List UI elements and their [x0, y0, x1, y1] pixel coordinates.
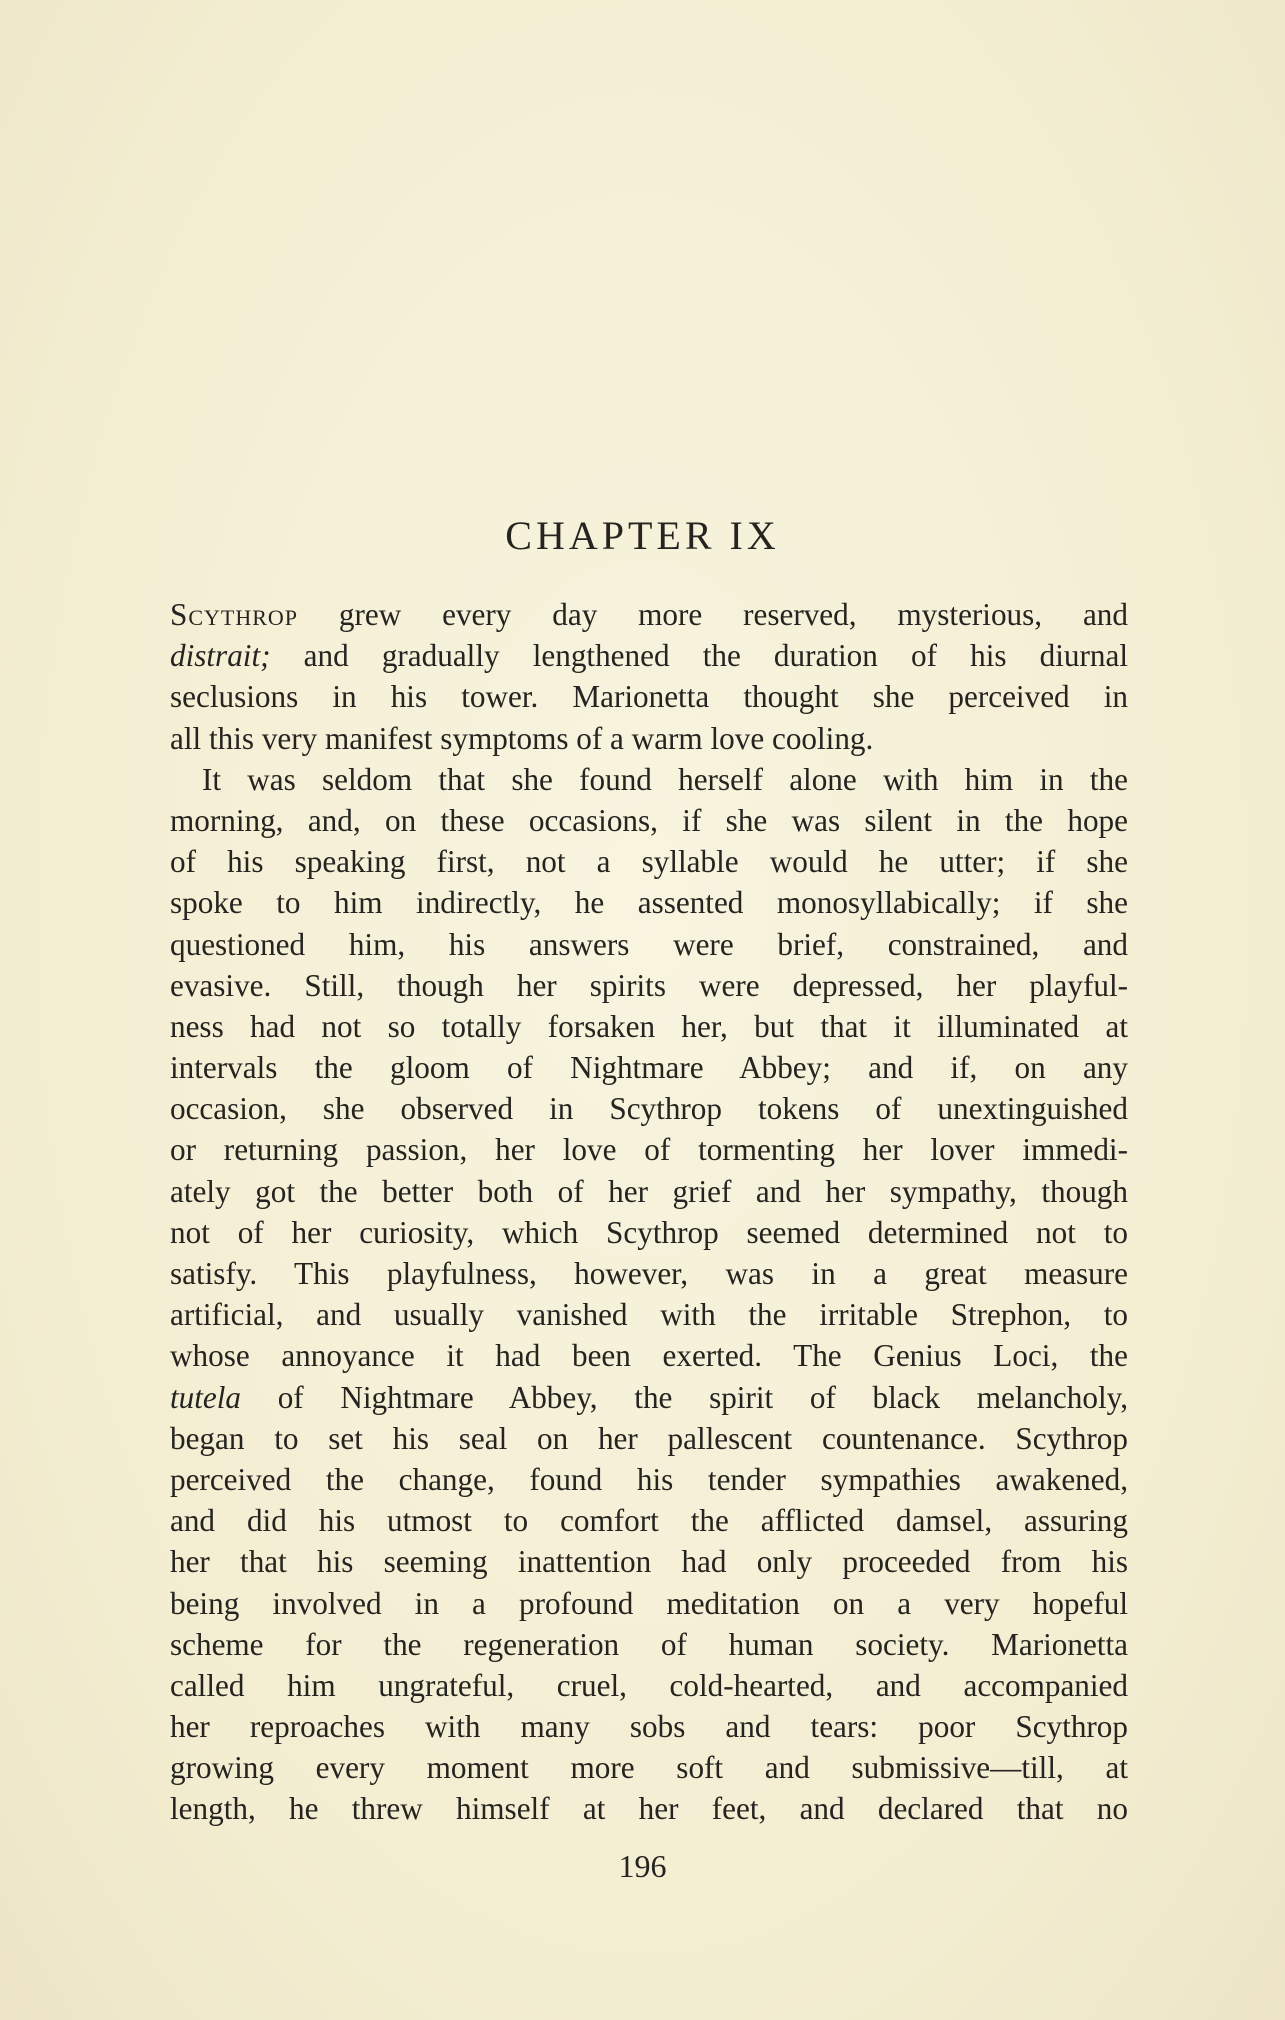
chapter-heading: CHAPTER IX [505, 513, 780, 558]
text-segment: whose annoyance it had been exerted. The Genius Loci, the [170, 1338, 1128, 1374]
text-segment: of Nightmare Abbey, the spirit of black melancholy, [241, 1379, 1128, 1415]
text-segment: evasive. Still, though her spirits were depressed, her playful- [170, 967, 1128, 1003]
text-line [170, 1665, 1128, 1706]
text-line [170, 841, 1128, 882]
text-segment: ness had not so totally forsaken her, but that it illuminated at [170, 1008, 1128, 1044]
text-line [170, 718, 1128, 759]
text-line [170, 1253, 1128, 1294]
text-segment: morning, and, on these occasions, if she was silent in the hope [170, 802, 1128, 838]
text-segment: her reproaches with many sobs and tears: poor Scythrop [170, 1709, 1128, 1745]
text-line [170, 1006, 1128, 1047]
text-segment: ately got the better both of her grief and her sympathy, though [170, 1173, 1128, 1209]
text-segment: artificial, and usually vanished with the irritable Strephon, to [170, 1297, 1128, 1333]
text-line [170, 1788, 1128, 1829]
text-line [170, 1583, 1128, 1624]
text-segment: length, he threw himself at her feet, and declared that no [170, 1791, 1128, 1827]
text-segment: satisfy. This playfulness, however, was in a great measure [170, 1256, 1128, 1291]
text-segment: occasion, she observed in Scythrop tokens of unextinguished [170, 1091, 1128, 1127]
text-line [170, 1212, 1128, 1253]
text-line [170, 1377, 1128, 1418]
italic-text: distrait; [170, 638, 271, 674]
text-segment: or returning passion, her love of tormenting her lover immedi- [170, 1132, 1128, 1168]
text-line [170, 1500, 1128, 1541]
text-segment: her that his seeming inattention had only proceeded from his [170, 1544, 1128, 1580]
text-segment: of his speaking first, not a syllable would he utter; if she [170, 844, 1128, 880]
text-segment: intervals the gloom of Nightmare Abbey; and if, on any [170, 1050, 1128, 1086]
text-segment: questioned him, his answers were brief, constrained, and [170, 926, 1128, 962]
text-line [170, 800, 1128, 841]
text-segment: grew every day more reserved, mysterious, and [298, 597, 1128, 632]
text-line [170, 1294, 1128, 1335]
text-line [170, 1459, 1128, 1500]
text-line [170, 1088, 1128, 1129]
text-segment: called him ungrateful, cruel, cold-hearted, and accompanied [170, 1667, 1128, 1703]
chapter-body-text [170, 594, 1128, 1830]
italic-text: tutela [170, 1379, 242, 1415]
text-line [170, 594, 1128, 635]
text-line [170, 635, 1128, 676]
text-line [170, 1335, 1128, 1376]
text-segment: and gradually lengthened the duration of his diurnal [270, 638, 1128, 674]
text-segment: seclusions in his tower. Marionetta thought she perceived in [170, 679, 1128, 715]
text-segment: perceived the change, found his tender sympathies awakened, [170, 1461, 1128, 1497]
text-segment: all this very manifest symptoms of a warm love cooling. [170, 720, 874, 756]
text-line [170, 676, 1128, 717]
text-segment: and did his utmost to comfort the afflicted damsel, assuring [170, 1503, 1128, 1539]
text-segment: growing every moment more soft and submissive—till, at [170, 1750, 1128, 1786]
text-line [170, 1541, 1128, 1582]
text-line [170, 1418, 1128, 1459]
text-line [170, 1706, 1128, 1747]
page-number: 196 [618, 1848, 667, 1884]
text-line [170, 1171, 1128, 1212]
text-segment: It was seldom that she found herself alone with him in the [202, 761, 1128, 797]
text-segment: scheme for the regeneration of human society. Marionetta [170, 1626, 1128, 1662]
text-segment: began to set his seal on her pallescent countenance. Scythrop [170, 1420, 1128, 1456]
text-segment: being involved in a profound meditation on a very hopeful [170, 1585, 1128, 1621]
text-line [170, 965, 1128, 1006]
text-line [170, 1047, 1128, 1088]
text-line [170, 924, 1128, 965]
text-line [170, 1624, 1128, 1665]
text-segment: not of her curiosity, which Scythrop seemed determined not to [170, 1214, 1128, 1250]
small-caps-text: Scythrop [170, 597, 299, 632]
text-line [170, 1747, 1128, 1788]
text-line [170, 759, 1128, 800]
text-line [170, 882, 1128, 923]
text-segment: spoke to him indirectly, he assented monosyllabically; if she [170, 885, 1128, 921]
text-line [170, 1129, 1128, 1170]
